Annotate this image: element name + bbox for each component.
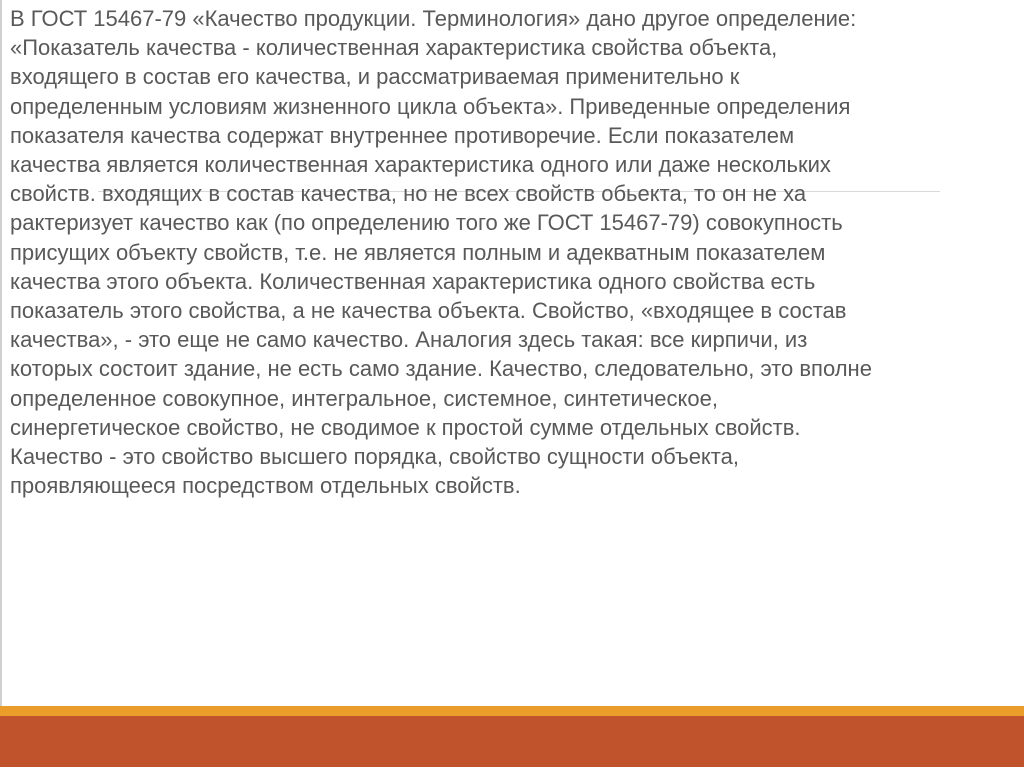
text-line: рактеризует качество как (по определению того же ГОСТ 15467-79) совокупность [10,210,843,236]
text-line: синергетическое свойство, не сводимое к простой сумме отдельных свойств. [10,414,801,440]
text-line: качества этого объекта. Количественная характеристика одного свойства есть [10,268,816,294]
text-line: которых состоит здание, не есть само здание. Качество, следовательно, это вполне [10,356,872,382]
footer-accent-stripe [0,706,1024,716]
text-line: показатель этого свойства, а не качества объекта. Свойство, «входящее в состав [10,298,847,324]
text-line: определенное совокупное, интегральное, системное, синтетическое, [10,385,718,411]
text-line: В ГОСТ 15467-79 «Качество продукции. Терминология» дано другое определение: [10,6,857,31]
text-line: свойств. входящих в состав качества, но не всех свойств обьекта, то он не ха [10,181,807,207]
text-line: качества», - это еще не само качество. Аналогия здесь такая: все кирпичи, из [10,327,808,353]
text-line: присущих объекту свойств, т.е. не является полным и адекватным показателем [10,239,826,265]
text-line: «Показатель качества - количественная характеристика свойства объекта, [10,35,778,61]
text-line: показателя качества содержат внутреннее противоречие. Если показателем [10,122,795,148]
left-border-line [0,0,2,706]
text-line: проявляющееся посредством отдельных свойств. [10,473,521,499]
text-line: качества является количественная характеристика одного или даже нескольких [10,152,831,178]
text-line: Качество - это свойство высшего порядка, свойство сущности объекта, [10,444,739,470]
text-line: входящего в состав его качества, и рассматриваемая применительно к [10,64,740,90]
text-line: определенным условиям жизненного цикла объекта». Приведенные определения [10,93,851,119]
body-text [10,4,1022,500]
footer-band [0,716,1024,767]
